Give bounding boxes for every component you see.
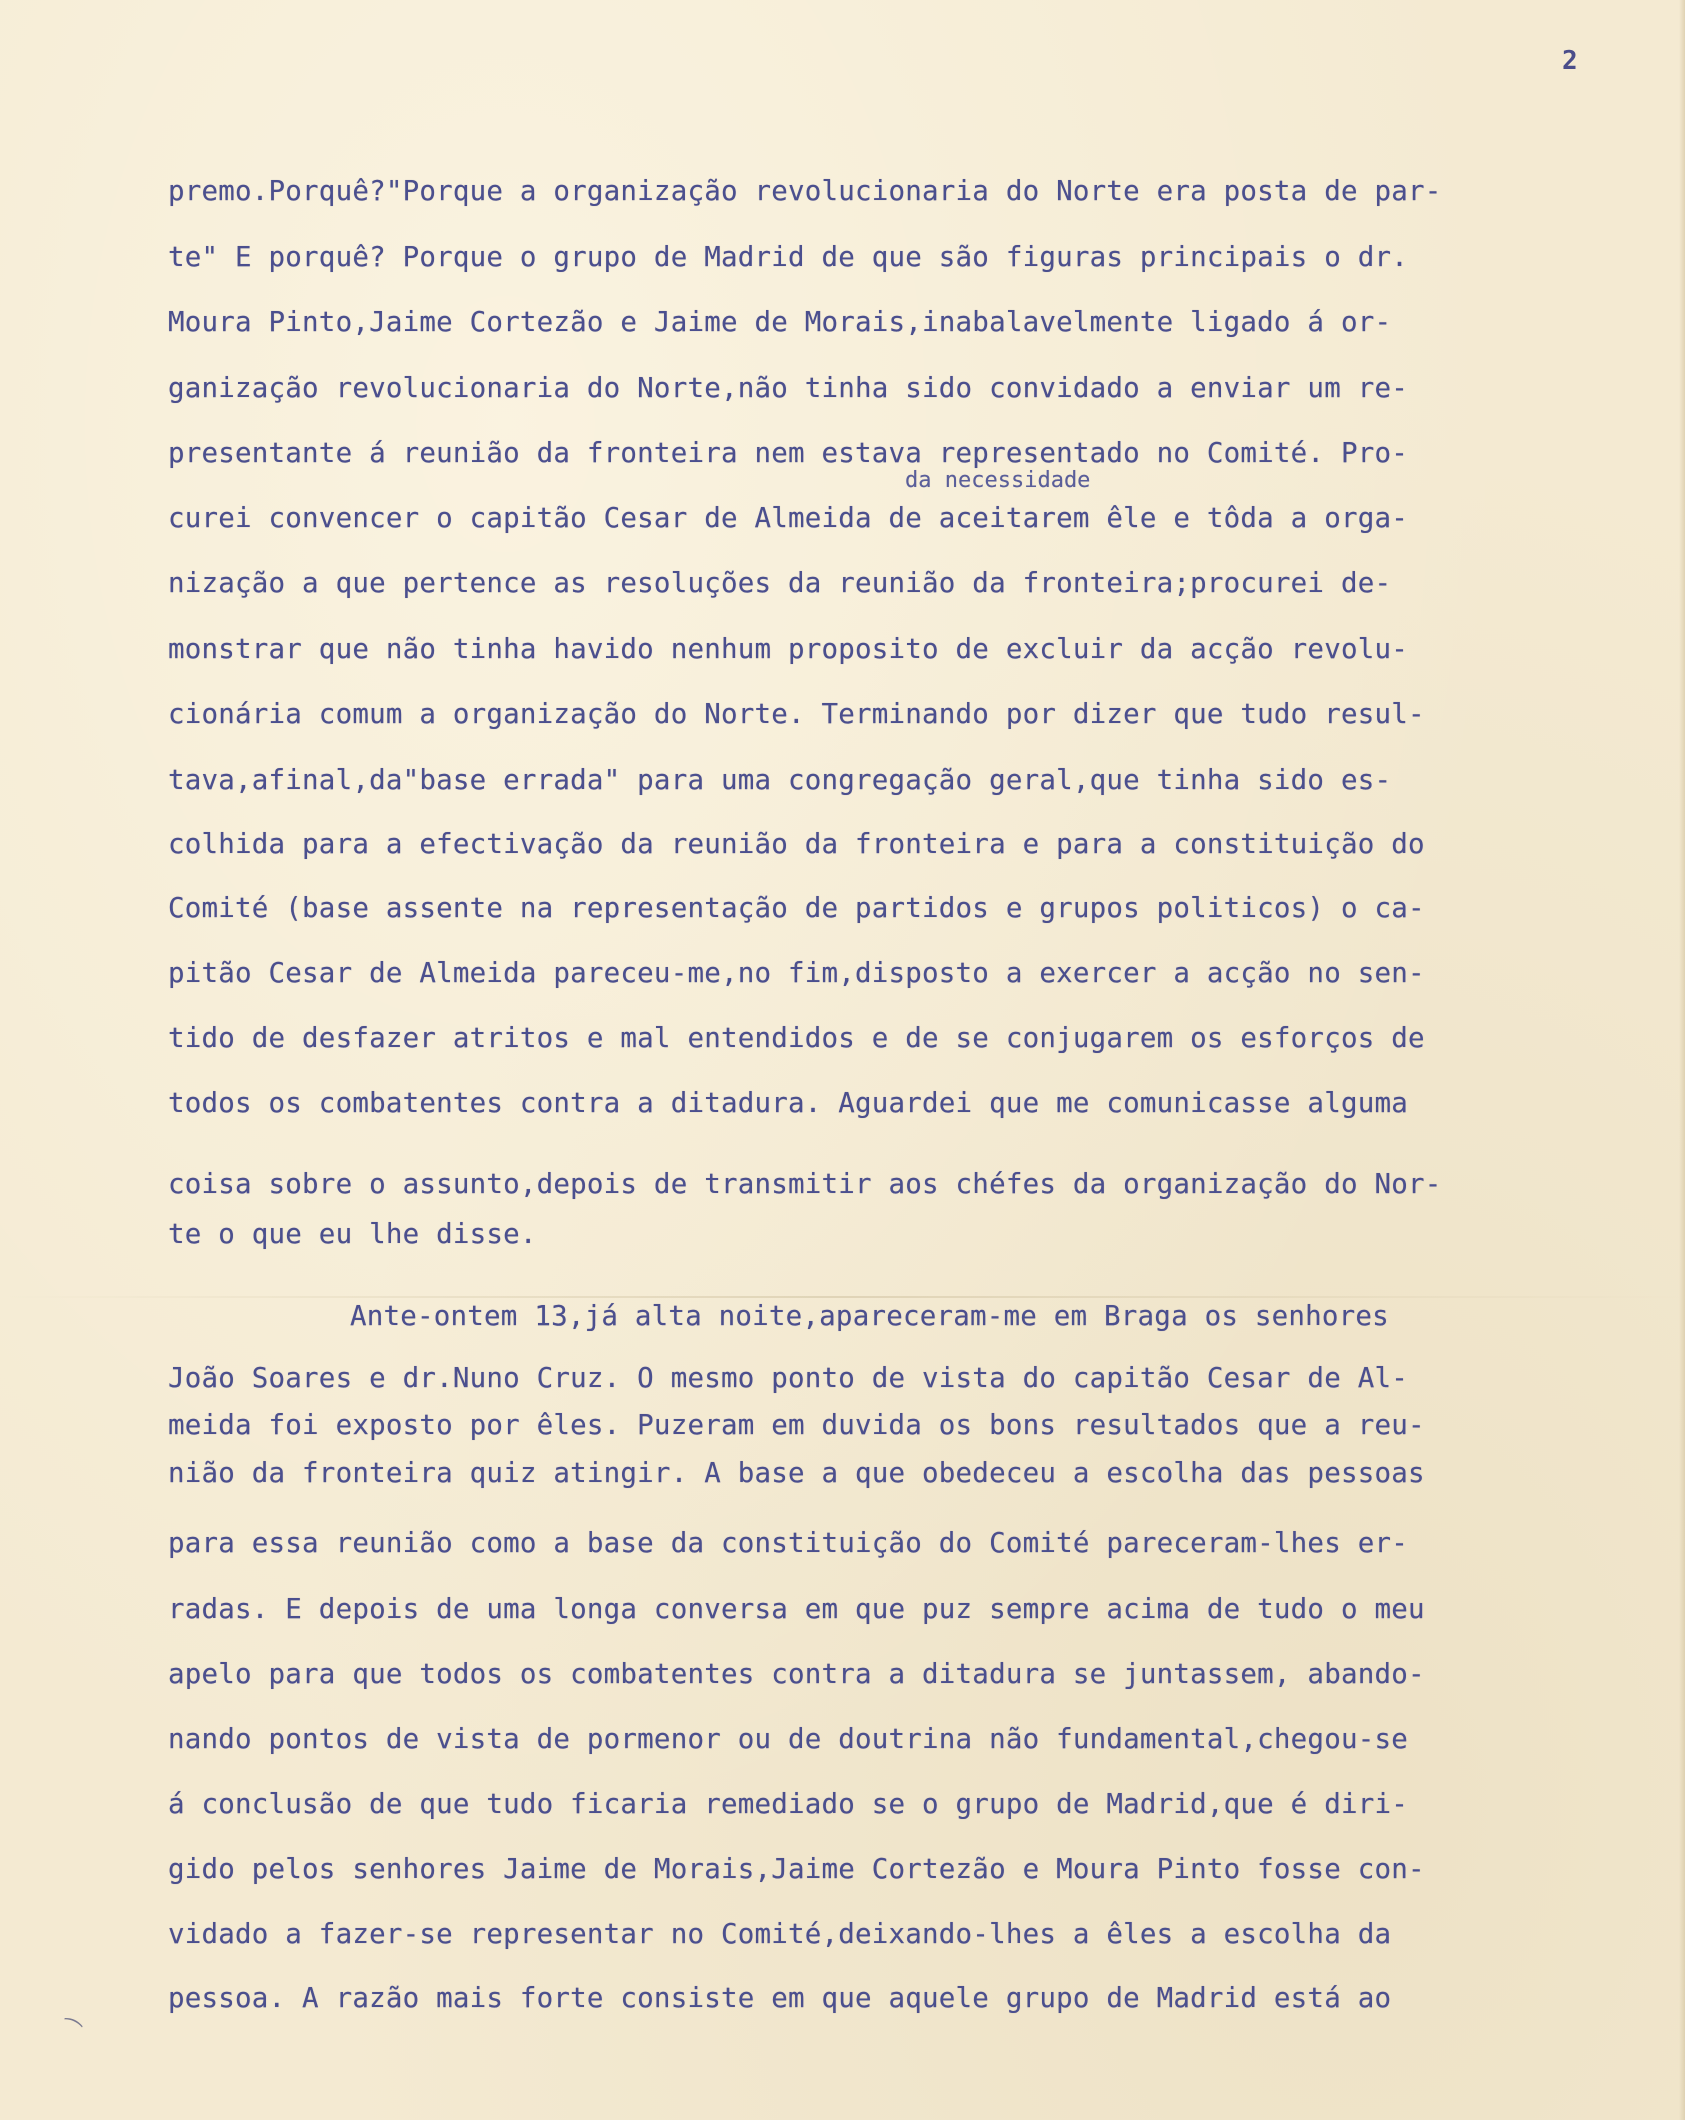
text-line: Ante-ontem 13,já alta noite,apareceram-me em Braga os senhores: [350, 1300, 1389, 1332]
text-line: tido de desfazer atritos e mal entendidos e de se conjugarem os esforços de: [168, 1022, 1425, 1054]
text-line: ganização revolucionaria do Norte,não tinha sido convidado a enviar um re-: [168, 372, 1408, 404]
text-line: coisa sobre o assunto,depois de transmitir aos chéfes da organização do Nor-: [168, 1168, 1442, 1200]
text-line: premo.Porquê?"Porque a organização revolucionaria do Norte era posta de par-: [168, 175, 1442, 207]
text-line: nião da fronteira quiz atingir. A base a que obedeceu a escolha das pessoas: [168, 1457, 1425, 1489]
text-line: Comité (base assente na representação de partidos e grupos politicos) o ca-: [168, 892, 1425, 924]
text-line: para essa reunião como a base da constituição do Comité pareceram-lhes er-: [168, 1527, 1408, 1559]
paper-edge-shadow: [1679, 0, 1685, 2120]
text-line: tava,afinal,da"base errada" para uma congregação geral,que tinha sido es-: [168, 764, 1392, 796]
text-line: vidado a fazer-se representar no Comité,deixando-lhes a êles a escolha da: [168, 1918, 1392, 1950]
text-line: nando pontos de vista de pormenor ou de doutrina não fundamental,chegou-se: [168, 1723, 1408, 1755]
text-line: á conclusão de que tudo ficaria remediado se o grupo de Madrid,que é diri-: [168, 1788, 1408, 1820]
page-number: 2: [1562, 46, 1578, 76]
text-line: cionária comum a organização do Norte. Terminando por dizer que tudo resul-: [168, 698, 1425, 730]
text-line: te" E porquê? Porque o grupo de Madrid de que são figuras principais o dr.: [168, 241, 1408, 273]
text-line: gido pelos senhores Jaime de Morais,Jaime Cortezão e Moura Pinto fosse con-: [168, 1853, 1425, 1885]
handwritten-insertion: da necessidade: [905, 468, 1091, 493]
text-line: apelo para que todos os combatentes contra a ditadura se juntassem, abando-: [168, 1658, 1425, 1690]
text-line: Moura Pinto,Jaime Cortezão e Jaime de Morais,inabalavelmente ligado á or-: [168, 306, 1392, 338]
text-line: pitão Cesar de Almeida pareceu-me,no fim,disposto a exercer a acção no sen-: [168, 957, 1425, 989]
paper-mark-icon: ⁀: [55, 2017, 83, 2048]
text-line: radas. E depois de uma longa conversa em que puz sempre acima de tudo o meu: [168, 1593, 1425, 1625]
text-line: te o que eu lhe disse.: [168, 1218, 537, 1250]
text-line: nização a que pertence as resoluções da reunião da fronteira;procurei de-: [168, 567, 1392, 599]
text-line: curei convencer o capitão Cesar de Almeida de aceitarem êle e tôda a orga-: [168, 502, 1408, 534]
text-line: colhida para a efectivação da reunião da fronteira e para a constituição do: [168, 828, 1425, 860]
text-line: presentante á reunião da fronteira nem estava representado no Comité. Pro-: [168, 437, 1408, 469]
text-line: monstrar que não tinha havido nenhum proposito de excluir da acção revolu-: [168, 633, 1408, 665]
text-line: João Soares e dr.Nuno Cruz. O mesmo ponto de vista do capitão Cesar de Al-: [168, 1362, 1408, 1394]
text-line: todos os combatentes contra a ditadura. Aguardei que me comunicasse alguma: [168, 1087, 1408, 1119]
text-line: pessoa. A razão mais forte consiste em que aquele grupo de Madrid está ao: [168, 1982, 1392, 2014]
text-line: meida foi exposto por êles. Puzeram em duvida os bons resultados que a reu-: [168, 1409, 1425, 1441]
